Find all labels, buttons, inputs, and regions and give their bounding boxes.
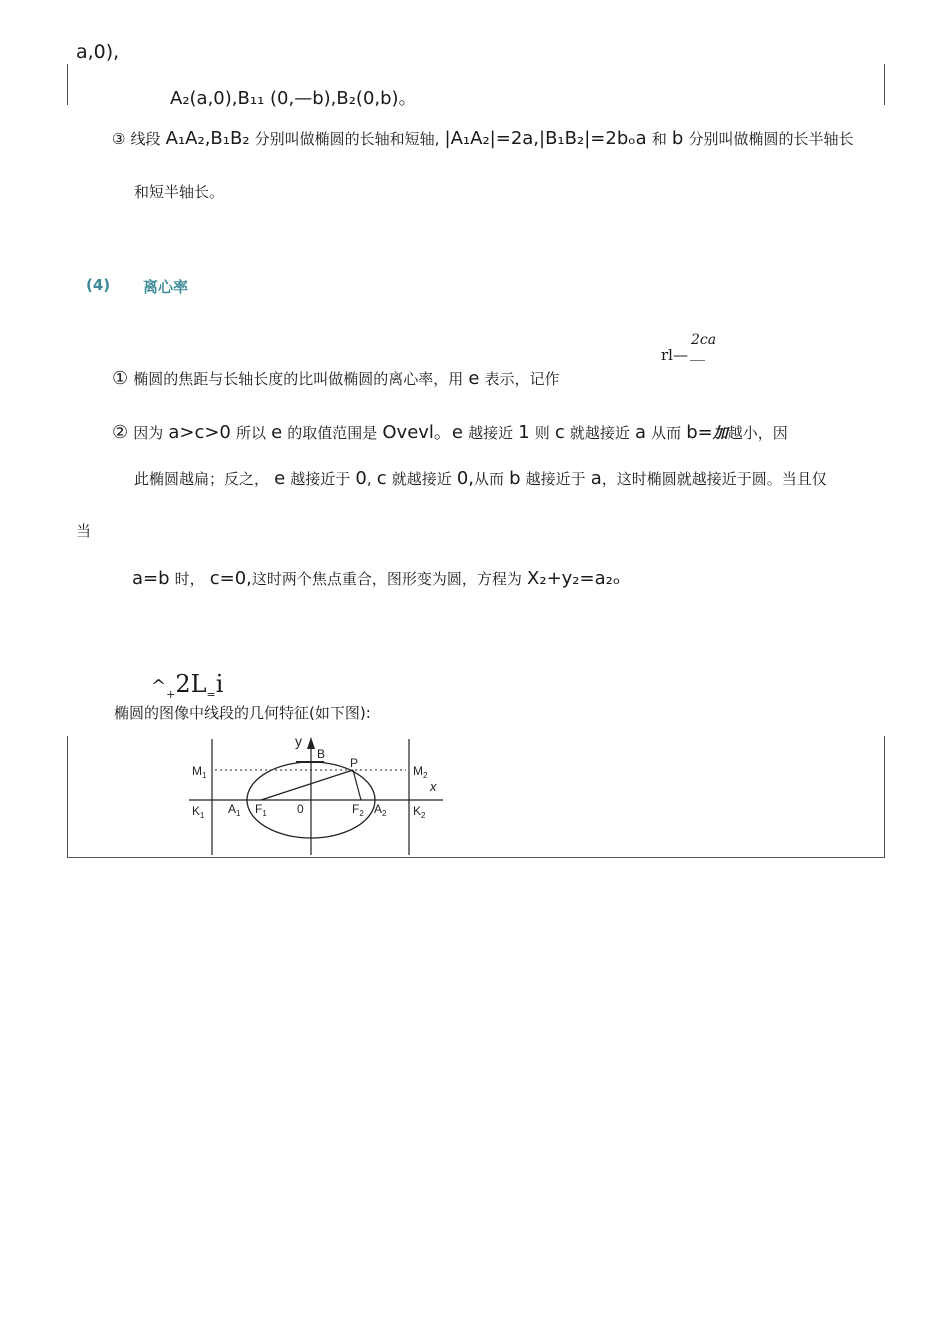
- label-k1-main: K: [192, 804, 201, 818]
- label-m1: [192, 764, 207, 780]
- text-line-3: [112, 128, 853, 149]
- text-segment: Ovevl。e: [382, 422, 463, 443]
- label-f2-main: F: [352, 802, 360, 816]
- text-segment: a: [590, 468, 602, 489]
- label-f1-main: F: [255, 802, 263, 816]
- label-a2-sub: 2: [382, 809, 387, 818]
- text-segment: 此椭圆越扁；反之，: [134, 470, 270, 488]
- text-segment: ,: [366, 470, 372, 488]
- text-segment: 就越接近: [569, 424, 630, 442]
- item-2-cont-2: 当: [76, 522, 92, 540]
- text-segment: 线段: [130, 130, 161, 148]
- text-segment: b: [509, 468, 521, 489]
- text-segment: 和: [651, 130, 667, 148]
- label-k1-sub: 1: [200, 811, 205, 820]
- label-a2-main: A: [374, 802, 383, 816]
- figure-caption: 椭圆的图像中线段的几何特征(如下图):: [114, 704, 371, 722]
- text-segment: 从而: [474, 470, 505, 488]
- text-segment: c: [554, 422, 565, 443]
- label-x: x: [430, 779, 437, 794]
- label-f2-sub: 2: [359, 809, 364, 818]
- label-y: y: [295, 733, 302, 749]
- text-segment: 分别叫做椭圆的长轴和短轴,: [254, 130, 440, 148]
- label-a1-main: A: [228, 802, 237, 816]
- formula-left: rl—: [661, 346, 688, 364]
- formula-2: [151, 670, 223, 701]
- formula-part: i: [215, 670, 224, 698]
- focal-radius-2: [353, 770, 361, 800]
- formula-part: =: [206, 688, 216, 701]
- label-origin: 0: [297, 802, 304, 816]
- item-2: [112, 418, 788, 444]
- label-m2: [413, 764, 428, 780]
- text-segment: 所以: [235, 424, 266, 442]
- circled-2-marker: ②: [112, 422, 129, 443]
- text-segment: X₂+y₂=a₂ₒ: [527, 568, 621, 589]
- text-segment: 表示，记作: [484, 370, 560, 388]
- text-segment: b=: [686, 422, 713, 443]
- text-segment: e: [468, 368, 480, 389]
- text-segment: a: [634, 422, 646, 443]
- label-m2-main: M: [413, 764, 423, 778]
- label-m2-sub: 2: [423, 771, 428, 780]
- text-segment: 因为: [133, 424, 164, 442]
- label-k1: [192, 804, 205, 820]
- y-axis-arrow: [307, 737, 315, 749]
- formula-part: ^: [151, 676, 167, 697]
- text-segment: 加: [712, 424, 728, 442]
- label-b: B: [317, 747, 326, 761]
- text-line-2: A₂(a,0),B₁₁ (0,—b),B₂(0,b)。: [170, 88, 417, 109]
- label-m1-sub: 1: [202, 771, 207, 780]
- formula-part: +: [166, 688, 176, 701]
- label-k2-sub: 2: [421, 811, 426, 820]
- text-segment: b: [671, 128, 684, 149]
- text-segment: 椭圆的焦距与长轴长度的比叫做椭圆的离心率，用: [133, 370, 464, 388]
- label-f1-sub: 1: [262, 809, 267, 818]
- text-segment: e: [271, 422, 283, 443]
- figure-frame-right: [884, 736, 885, 858]
- text-segment: a>c>0: [168, 422, 231, 443]
- text-segment: 越小，因: [727, 424, 788, 442]
- circled-1-marker: ①: [112, 368, 129, 389]
- ellipse-diagram: [185, 731, 455, 859]
- label-a1-sub: 1: [236, 809, 241, 818]
- text-segment: 这时两个焦点重合，图形变为圆，方程为: [251, 570, 522, 588]
- top-left-border: [67, 64, 68, 105]
- text-line-4: 和短半轴长。: [134, 183, 225, 201]
- text-segment: 的取值范围是: [287, 424, 378, 442]
- figure-frame-left: [67, 736, 68, 858]
- formula-bar: __: [690, 343, 705, 361]
- formula-numerator: 2ca: [691, 332, 717, 348]
- formula-part: 2L: [175, 670, 207, 698]
- text-segment: c: [376, 468, 387, 489]
- text-segment: a=b: [132, 568, 170, 589]
- circled-3-marker: ③: [112, 130, 126, 148]
- item-2-cont-3: [132, 568, 620, 589]
- text-line-1: a,0),: [76, 41, 120, 63]
- text-segment: 1: [518, 422, 530, 443]
- top-right-border: [884, 64, 885, 105]
- text-segment: c=0,: [209, 568, 252, 589]
- text-segment: 时，: [174, 570, 205, 588]
- text-segment: e: [274, 468, 286, 489]
- label-a1: [228, 802, 241, 818]
- text-segment: 越接近于: [525, 470, 586, 488]
- focal-radius-1: [261, 770, 353, 800]
- label-k2-main: K: [413, 804, 422, 818]
- section-title: 离心率: [143, 278, 189, 296]
- item-1: [112, 368, 560, 389]
- text-segment: |A₁A₂|=2a,|B₁B₂|=2bₒa: [444, 128, 647, 149]
- label-k2: [413, 804, 426, 820]
- item-2-cont: [134, 468, 827, 489]
- text-segment: 越接近于: [290, 470, 351, 488]
- label-f2: [352, 802, 364, 818]
- text-segment: 则: [534, 424, 550, 442]
- label-m1-main: M: [192, 764, 202, 778]
- text-segment: A₁A₂,B₁B₂: [165, 128, 250, 149]
- label-a2: [374, 802, 387, 818]
- text-segment: 就越接近: [391, 470, 452, 488]
- section-number: (4): [86, 276, 111, 294]
- text-segment: 从而: [651, 424, 682, 442]
- text-segment: 0,: [456, 468, 475, 489]
- text-segment: ，这时椭圆就越接近于圆。当且仅: [601, 470, 827, 488]
- text-segment: 越接近: [468, 424, 514, 442]
- label-p: P: [350, 756, 359, 770]
- label-f1: [255, 802, 267, 818]
- text-segment: 0: [355, 468, 367, 489]
- text-segment: 分别叫做椭圆的长半轴长: [688, 130, 854, 148]
